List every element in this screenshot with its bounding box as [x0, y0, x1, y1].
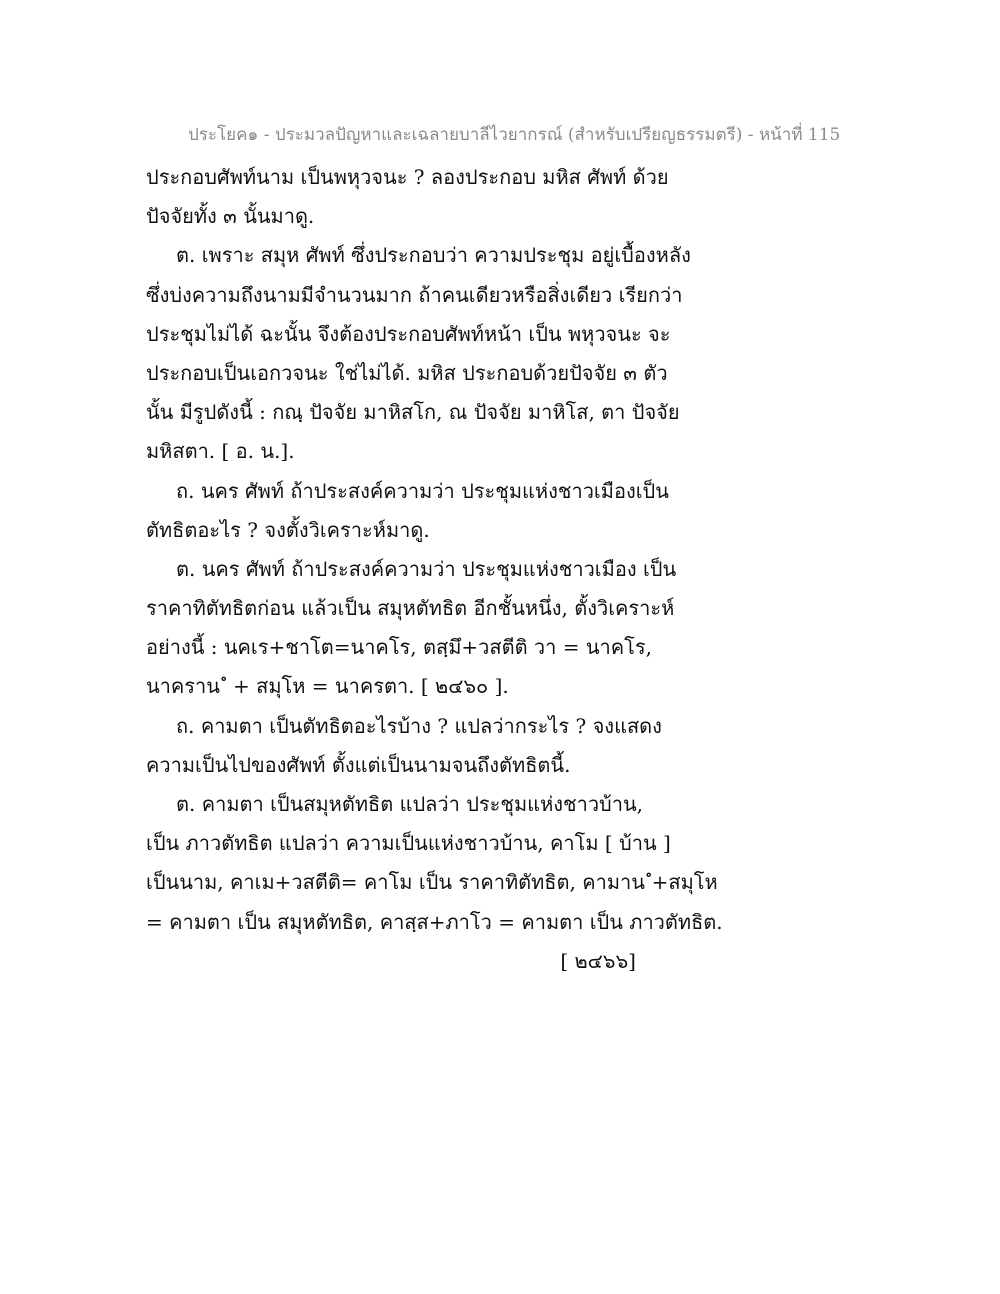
text-line: ประชุมไม่ได้ ฉะนั้น จึงต้องประกอบศัพท์หน้า เป็น พหุวจนะ จะ [146, 321, 671, 346]
answer-paragraph-start: ต. เพราะ สมุห ศัพท์ ซึ่งประกอบว่า ความประชุม อยู่เบื้องหลัง [176, 243, 691, 268]
text-line: อย่างนี้ : นคเร+ชาโต=นาคโร, ตสฺมึ+วสตีติ วา = นาคโร, [146, 635, 652, 660]
text-line: ซึ่งบ่งความถึงนามมีจำนวนมาก ถ้าคนเดียวหรือสิ่งเดียว เรียกว่า [146, 282, 683, 307]
text-line: ราคาทิตัทธิตก่อน แล้วเป็น สมุหตัทธิต อีกชั้นหนึ่ง, ตั้งวิเคราะห์ [146, 596, 675, 621]
text-line: ความเป็นไปของศัพท์ ตั้งแต่เป็นนามจนถึงตัทธิตนี้. [146, 752, 571, 777]
text-line: ตัทธิตอะไร ? จงตั้งวิเคราะห์มาดู. [146, 517, 430, 542]
question-paragraph-start: ถ. นคร ศัพท์ ถ้าประสงค์ความว่า ประชุมแห่งชาวเมืองเป็น [176, 478, 669, 503]
answer-paragraph-start: ต. คามตา เป็นสมุหตัทธิต แปลว่า ประชุมแห่งชาวบ้าน, [176, 792, 644, 816]
closing-reference: [ ๒๔๖๖] [560, 948, 636, 973]
text-line: เป็น ภาวตัทธิต แปลว่า ความเป็นแห่งชาวบ้าน, คาโม [ บ้าน ] [146, 831, 671, 856]
text-line: = คามตา เป็น สมุหตัทธิต, คาสฺส+ภาโว = คามตา เป็น ภาวตัทธิต. [146, 909, 723, 934]
text-line: นั้น มีรูปดังนี้ : กณฺ ปัจจัย มาหิสโก, ณ ปัจจัย มาหิโส, ตา ปัจจัย [146, 400, 680, 425]
text-line: นาคราน ํ + สมุโห = นาครตา. [ ๒๔๖๐ ]. [146, 674, 509, 699]
question-paragraph-start: ถ. คามตา เป็นตัทธิตอะไรบ้าง ? แปลว่ากระไร ? จงแสดง [176, 713, 662, 738]
body-text [146, 158, 723, 981]
text-line: ปัจจัยทั้ง ๓ นั้นมาดู. [146, 204, 315, 229]
text-line: ประกอบเป็นเอกวจนะ ใช่ไม่ได้. มหิส ประกอบด้วยปัจจัย ๓ ตัว [146, 360, 668, 385]
text-line: ประกอบศัพท์นาม เป็นพหุวจนะ ? ลองประกอบ มหิส ศัพท์ ด้วย [146, 165, 669, 189]
running-header: ประโยค๑ - ประมวลปัญหาและเฉลายบาลีไวยากรณ์ (สำหรับเปรียญธรรมตรี) - หน้าที่ 115 [188, 125, 841, 145]
text-line: มหิสตา. [ อ. น.]. [146, 439, 295, 464]
answer-paragraph-start: ต. นคร ศัพท์ ถ้าประสงค์ความว่า ประชุมแห่งชาวเมือง เป็น [176, 556, 677, 581]
text-line: เป็นนาม, คาเม+วสตีติ= คาโม เป็น ราคาทิตัทธิต, คามาน ํ+สมุโห [146, 870, 718, 895]
